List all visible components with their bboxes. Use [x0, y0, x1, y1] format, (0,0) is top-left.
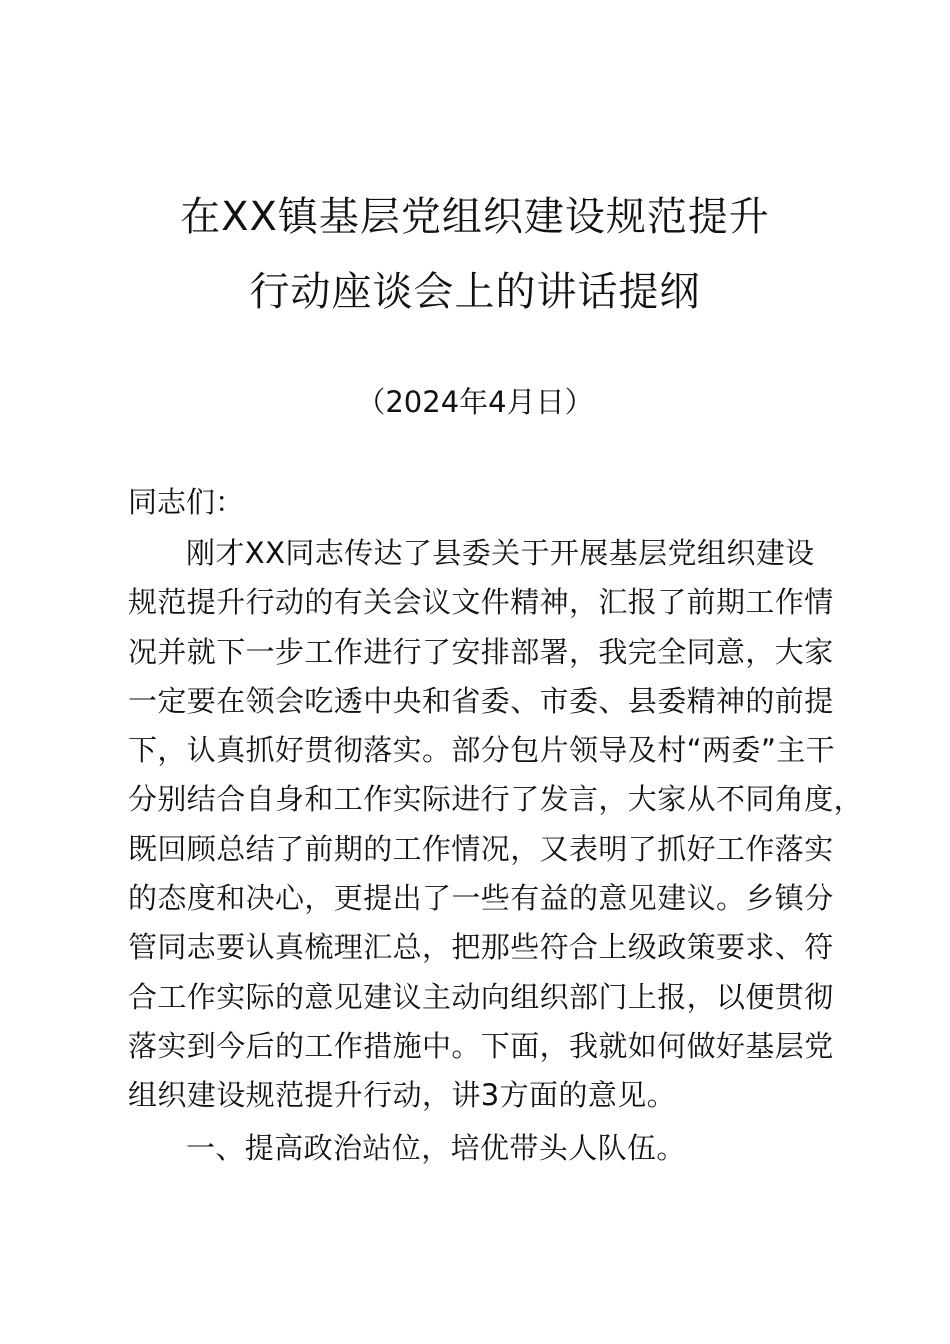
section-heading: 一、提高政治站位，培优带头人队伍。 [186, 1131, 686, 1165]
document-title-line-2: 行动座谈会上的讲话提纲 [249, 269, 701, 315]
document-date: （2024年4月日） [356, 385, 594, 419]
body-line: 一定要在领会吃透中央和省委、市委、县委精神的前提 [128, 683, 834, 718]
body-line: 组织建设规范提升行动，讲3方面的意见。 [128, 1078, 677, 1113]
body-line: 下，认真抓好贯彻落实。部分包片领导及村“两委”主干 [128, 733, 836, 768]
salutation: 同志们： [128, 485, 245, 519]
body-line: 既回顾总结了前期的工作情况，又表明了抓好工作落实 [128, 831, 834, 866]
body-line: 分别结合自身和工作实际进行了发言，大家从不同角度， [128, 782, 864, 817]
document-title-line-1: 在XX镇基层党组织建设规范提升 [180, 194, 770, 240]
body-line: 合工作实际的意见建议主动向组织部门上报，以便贯彻 [128, 979, 834, 1014]
body-line: 刚才XX同志传达了县委关于开展基层党组织建设 [186, 536, 815, 570]
body-line: 落实到今后的工作措施中。下面，我就如何做好基层党 [128, 1028, 834, 1063]
body-line: 管同志要认真梳理汇总，把那些符合上级政策要求、符 [128, 930, 834, 965]
body-line: 的态度和决心，更提出了一些有益的意见建议。乡镇分 [128, 881, 834, 916]
body-paragraph [128, 533, 864, 1125]
body-line: 规范提升行动的有关会议文件精神，汇报了前期工作情 [128, 585, 834, 620]
body-line: 况并就下一步工作进行了安排部署，我完全同意，大家 [128, 634, 834, 669]
